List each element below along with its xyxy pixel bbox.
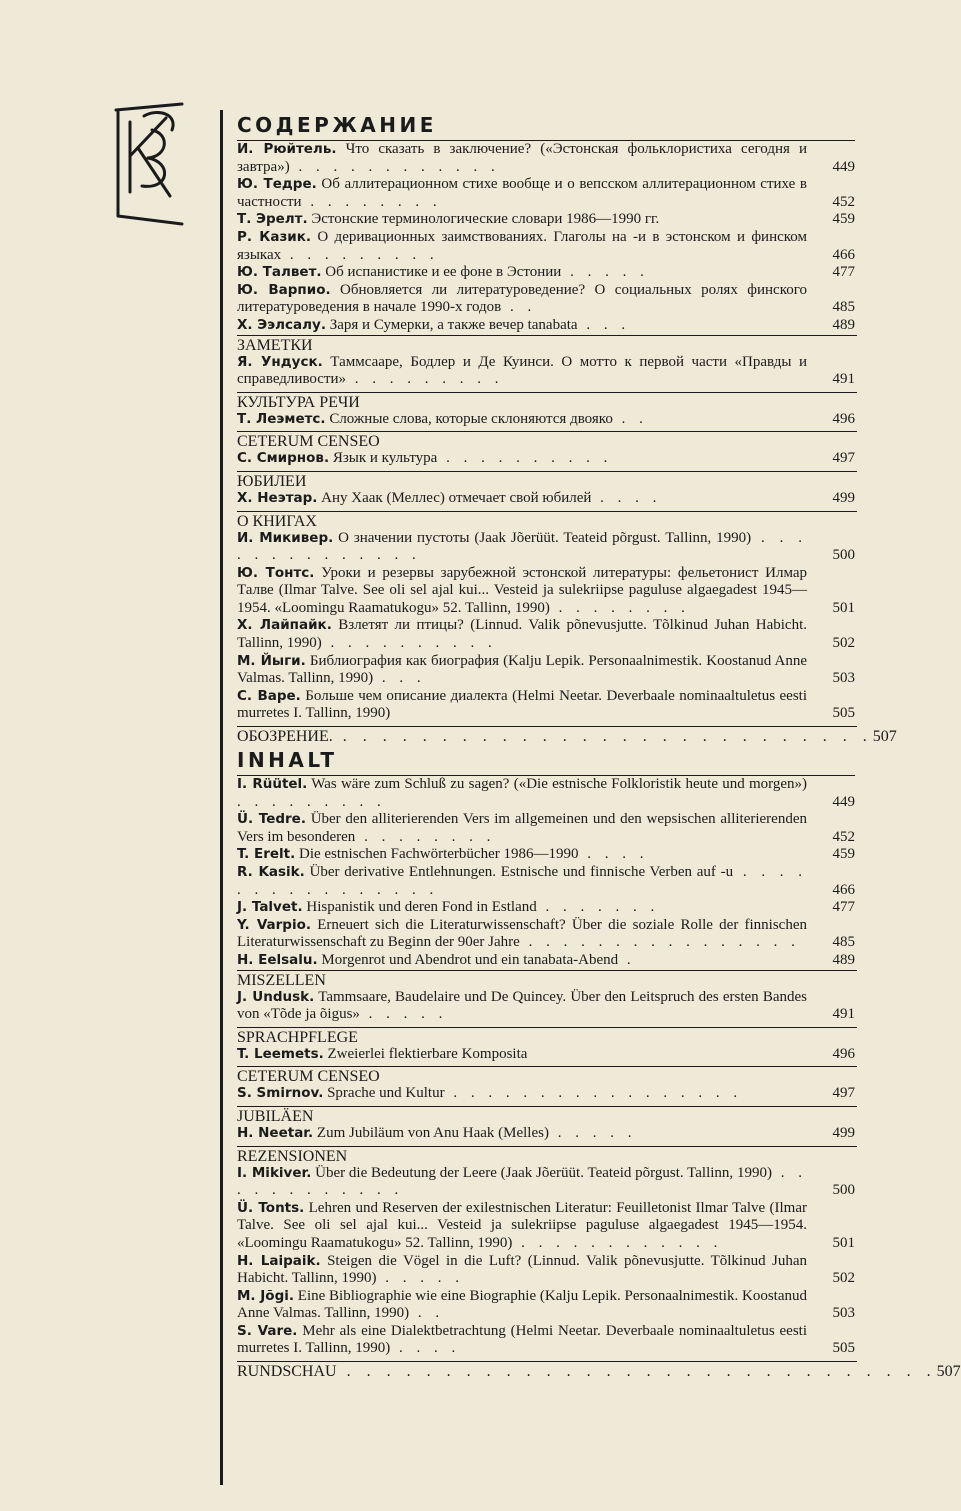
toc-ru-main [237,141,857,335]
toc-entry: Ü. Tonts. Lehren und Reserven der exilestnischen Literatur: Feuilletonist Ilmar Talve (Ilmar Talve. See oli sel ajal kui... Vesteid ja sulekriipse paguluse algaegadest 1945—1954. «Loomingu Raamatukogu» 52. Tallinn, 1990) . . . . . . . . . . . . 501 [237,1199,855,1251]
toc-entry: М. Йыги. Библиография как биография (Kalju Lepik. Personaalnimestik. Koostanud Anne Valmas. Tallinn, 1990) . . . 503 [237,652,855,687]
entry-title: Steigen die Vögel in die Luft? (Linnud. Valik põnevusjutte. Tõlkinud Juhan Habicht. Tallinn, 1990) [237,1252,807,1287]
entry-title: Об аллитерационном стихе вообще и о вепсском аллитерационном стихе в частности [237,176,808,210]
entry-page: 503 [832,670,855,687]
toc-entry: Х. Ээлсалу. Заря и Сумерки, а также вечер tanabata . . . 489 [237,316,855,333]
toc-entry: R. Kasik. Über derivative Entlehnungen. Estnische und finnische Verben auf -u . . . . . . . . . . . . . . . . 466 [237,864,855,898]
entry-title: Уроки и резервы зарубежной эстонской литературы: фельетонист Илмар Талве (Ilmar Talve. See oli sel ajal kui... Vesteid ja sulekriipse paguluse algaegadest 1945—1954. «Loomingu Raamatukogu» 52. Tallinn, 1990) [237,564,807,616]
entry-title: Взлетят ли птицы? (Linnud. Valik põnevusjutte. Tõlkinud Juhan Habicht. Tallinn, 1990) [237,617,808,652]
entry-page: 459 [832,211,855,228]
entry-page: 497 [832,1085,855,1102]
entry-author: Р. Казик. [237,228,312,245]
entry-page: 499 [832,1124,855,1141]
review-heading: ОБОЗРЕНИЕ. . . . . . . . . . . . . . . . . . . . . . . . . . . . 507 [237,728,897,746]
section-heading: ЮБИЛЕИ [237,471,857,490]
entry-author: Ü. Tedre. [237,811,306,828]
toc-entry: Т. Леэметс. Сложные слова, которые склоняются двояко . . 496 [237,410,855,427]
entry-title: Библиография как биография (Kalju Lepik. Personaalnimestik. Koostanud Anne Valmas. Tallinn, 1990) [237,652,808,687]
review-label: ОБОЗРЕНИЕ. [237,728,333,746]
toc-entry [237,1046,857,1064]
entry-page: 459 [832,846,855,863]
section-heading: ЗАМЕТКИ [237,335,857,354]
entry-title: Über den alliterierenden Vers im allgemeinen und den wepsischen alliterierenden Vers im besonderen [237,811,807,845]
entry-page: 466 [832,881,855,898]
section-heading: SPRACHPFLEGE [237,1027,857,1046]
entry-author: Ю. Талвет. [237,264,322,281]
section-heading: CETERUM CENSEO [237,431,857,450]
entry-title: Über die Bedeutung der Leere (Jaak Jõerüüt. Teateid põrgust. Tallinn, 1990) [315,1164,772,1181]
review-page: 507 [872,728,897,746]
review-page: 507 [936,1363,961,1381]
entry-page: 466 [832,246,855,263]
section-heading: JUBILÄEN [237,1106,857,1125]
toc-entry [237,211,857,229]
entry-page: 491 [832,371,855,388]
table-of-contents [237,110,961,1381]
entry-page: 449 [832,793,855,810]
entry-title: Обновляется ли литературоведение? О социальных ролях финского литературоведения в начале 1990-х годов [237,281,807,316]
section-heading: О КНИГАХ [237,511,857,530]
entry-title: Die estnischen Fachwörterbücher 1986—1990 [298,846,579,863]
toc-entry: I. Mikiver. Über die Bedeutung der Leere (Jaak Jõerüüt. Teateid põrgust. Tallinn, 1990) . . . . . . . . . . . . 500 [237,1164,855,1199]
entry-author: I. Mikiver. [237,1164,312,1181]
toc-entry: Х. Лайпайк. Взлетят ли птицы? (Linnud. Valik põnevusjutte. Tõlkinud Juhan Habicht. Tallinn, 1990) . . . . . . . . . . 502 [237,617,855,652]
entry-title: Morgenrot und Abendrot und ein tanabata-Abend [321,951,619,968]
entry-author: T. Leemets. [237,1045,324,1062]
toc-entry: Ю. Талвет. Об испанистике и ее фоне в Эстонии . . . . . 477 [237,264,855,281]
toc-entry: Р. Казик. О деривационных заимствованиях. Глаголы на -и в эстонском и финском языках . . . . . . . . . 466 [237,228,855,263]
entry-page: 500 [832,547,855,564]
entry-title: Заря и Сумерки, а также вечер tanabata [329,316,578,333]
entry-title: Mehr als eine Dialektbetrachtung (Helmi Neetar. Deverbaale nominaaltuletus eesti murretes I. Tallinn, 1990) [237,1322,807,1357]
entry-title: Об испанистике и ее фоне в Эстонии [325,264,562,281]
entry-author: Х. Ээлсалу. [237,316,326,333]
entry-page: 477 [832,899,855,916]
toc-title-ru: СОДЕРЖАНИЕ [237,113,437,137]
entry-title: О значении пустоты (Jaak Jõerüüt. Teateid põrgust. Tallinn, 1990) [338,529,752,546]
entry-author: С. Смирнов. [237,450,330,467]
entry-page: 505 [832,1340,855,1357]
entry-page: 449 [832,158,855,175]
entry-title: Больше чем описание диалекта (Helmi Neetar. Deverbaale nominaaltuletus eesti murretes I. Tallinn, 1990) [237,687,808,722]
toc-entry: Ü. Tedre. Über den alliterierenden Vers im allgemeinen und den wepsischen alliterierenden Vers im besonderen . . . . . . . . 452 [237,811,855,845]
entry-author: T. Erelt. [237,846,296,863]
entry-page: 496 [832,410,855,427]
toc-entry: Я. Ундуск. Таммсааре, Бодлер и Де Куинси. О мотто к первой части «Правды и справедливости» . . . . . . . . . 491 [237,353,855,388]
toc-entry: Х. Неэтар. Ану Хаак (Меллес) отмечает свой юбилей . . . . 499 [237,489,855,506]
toc-entry: И. Рюйтель. Что сказать в заключение? («Эстонская фольклористиха сегодня и завтра») . . . . . . . . . . . . 449 [237,141,855,175]
section-heading: КУЛЬТУРА РЕЧИ [237,392,857,411]
entry-author: Т. Леэметс. [237,410,326,427]
entry-author: Т. Эрелт. [237,211,308,228]
toc-de-main [237,776,857,970]
entry-author: Ю. Тонтс. [237,564,315,581]
entry-author: Ю. Варпио. [237,281,331,298]
entry-page: 501 [832,599,855,616]
entry-author: H. Eelsalu. [237,951,318,968]
entry-author: J. Talvet. [237,899,303,916]
entry-title: Zum Jubiläum von Anu Haak (Melles) [316,1124,549,1141]
entry-page: 491 [832,1006,855,1023]
entry-page: 477 [832,264,855,281]
entry-title: Tammsaare, Baudelaire und De Quincey. Über den Leitspruch des ersten Bandes von «Tõde ja õigus» [237,988,808,1023]
toc-entry: Ю. Тедре. Об аллитерационном стихе вообще и о вепсском аллитерационном стихе в частности . . . . . . . . 452 [237,176,855,210]
entry-page: 502 [832,1270,855,1287]
entry-title: Сложные слова, которые склоняются двояко [329,410,613,427]
review-label: RUNDSCHAU [237,1363,337,1381]
entry-title: Was wäre zum Schluß zu sagen? («Die estnische Folkloristik heute und morgen») [311,776,807,793]
entry-title: Über derivative Entlehnungen. Estnische und finnische Verben auf -u [309,864,734,880]
entry-page: 485 [832,934,855,951]
entry-page: 485 [832,299,855,316]
entry-page: 489 [832,316,855,333]
entry-author: Ю. Тедре. [237,176,317,193]
toc-entry: J. Talvet. Hispanistik und deren Fond in Estland . . . . . . . 477 [237,899,855,916]
toc-title-de: INHALT [237,748,338,773]
entry-author: Х. Неэтар. [237,489,318,506]
toc-entry: I. Rüütel. Was wäre zum Schluß zu sagen? («Die estnische Folkloristik heute und morgen») . . . . . . . . . 449 [237,776,855,810]
entry-page: 497 [832,450,855,467]
entry-author: M. Jõgi. [237,1287,294,1304]
entry-title: Что сказать в заключение? («Эстонская фольклористиха сегодня и завтра») [237,141,808,175]
entry-title: Эстонские терминологические словари 1986—1990 гг. [311,211,660,228]
entry-title: Erneuert sich die Literaturwissenschaft? Über die soziale Rolle der finnischen Literaturwissenschaft zu Beginn der 90er Jahre [237,916,807,951]
toc-entry: И. Микивер. О значении пустоты (Jaak Jõerüüt. Teateid põrgust. Tallinn, 1990) . . . . . . . . . . . . . . 500 [237,529,855,564]
vertical-rule [220,110,223,1485]
entry-author: Х. Лайпайк. [237,617,332,634]
entry-author: С. Варе. [237,687,301,704]
entry-title: Таммсааре, Бодлер и Де Куинси. О мотто к первой части «Правды и справедливости» [237,353,807,388]
entry-title: Zweierlei flektierbare Komposita [327,1045,528,1062]
toc-entry: Ю. Варпио. Обновляется ли литературоведение? О социальных ролях финского литературоведения в начале 1990-х годов . . 485 [237,281,855,316]
toc-entry: H. Eelsalu. Morgenrot und Abendrot und ein tanabata-Abend . 489 [237,951,855,968]
toc-entry: T. Erelt. Die estnischen Fachwörterbücher 1986—1990 . . . . 459 [237,846,855,863]
journal-monogram-logo [108,100,190,228]
section-heading: CETERUM CENSEO [237,1066,857,1085]
entry-page: 452 [832,828,855,845]
toc-entry: H. Laipaik. Steigen die Vögel in die Luft? (Linnud. Valik põnevusjutte. Tõlkinud Juhan Habicht. Tallinn, 1990) . . . . . 502 [237,1252,855,1287]
entry-author: И. Рюйтель. [237,141,337,157]
entry-page: 496 [832,1045,855,1062]
entry-title: Lehren und Reserven der exilestnischen Literatur: Feuilletonist Ilmar Talve (Ilmar Talve. See oli sel ajal kui... Vesteid ja sulekriipse paguluse algaegadest 1945—1954. «Loomingu Raamatukogu» 52. Tallinn, 1990) [237,1199,807,1251]
entry-author: S. Vare. [237,1322,298,1339]
toc-entry: С. Смирнов. Язык и культура . . . . . . . . . . 497 [237,450,855,467]
entry-page: 502 [832,635,855,652]
entry-page: 489 [832,951,855,968]
entry-author: R. Kasik. [237,864,305,880]
toc-entry: Ю. Тонтс. Уроки и резервы зарубежной эстонской литературы: фельетонист Илмар Талве (Ilmar Talve. See oli sel ajal kui... Vesteid ja sulekriipse paguluse algaegadest 1945—1954. «Loomingu Raamatukogu» 52. Tallinn, 1990) . . . . . . . . 501 [237,564,855,616]
entry-author: Я. Ундуск. [237,353,323,370]
section-heading: REZENSIONEN [237,1146,857,1165]
entry-page: 500 [832,1182,855,1199]
entry-author: J. Undusk. [237,988,315,1005]
entry-author: Ü. Tonts. [237,1199,305,1216]
toc-entry: S. Vare. Mehr als eine Dialektbetrachtung (Helmi Neetar. Deverbaale nominaaltuletus eesti murretes I. Tallinn, 1990) . . . . 505 [237,1322,855,1357]
toc-entry: J. Undusk. Tammsaare, Baudelaire und De Quincey. Über den Leitspruch des ersten Bandes von «Tõde ja õigus» . . . . . 491 [237,988,855,1023]
entry-page: 505 [832,705,855,722]
review-heading: RUNDSCHAU . . . . . . . . . . . . . . . . . . . . . . . . . . . . . . 507 [237,1363,961,1381]
entry-page: 499 [832,489,855,506]
entry-author: I. Rüütel. [237,776,308,793]
entry-page: 501 [832,1234,855,1251]
entry-title: Hispanistik und deren Fond in Estland [306,899,537,916]
toc-entry: H. Neetar. Zum Jubiläum von Anu Haak (Melles) . . . . . 499 [237,1124,855,1141]
toc-entry: S. Smirnov. Sprache und Kultur . . . . . . . . . . . . . . . . . 497 [237,1085,855,1102]
entry-page: 452 [832,193,855,210]
entry-title: Eine Bibliographie wie eine Biographie (Kalju Lepik. Personaalnimestik. Koostanud Anne Valmas. Tallinn, 1990) [237,1287,807,1322]
entry-title: Ану Хаак (Меллес) отмечает свой юбилей [321,489,592,506]
toc-entry: M. Jõgi. Eine Bibliographie wie eine Biographie (Kalju Lepik. Personaalnimestik. Koostanud Anne Valmas. Tallinn, 1990) . . 503 [237,1287,855,1322]
toc-entry [237,688,857,723]
toc-entry: Y. Varpio. Erneuert sich die Literaturwissenschaft? Über die soziale Rolle der finnischen Literaturwissenschaft zu Beginn der 90er Jahre . . . . . . . . . . . . . . . . 485 [237,916,855,951]
entry-author: И. Микивер. [237,529,334,546]
entry-title: О деривационных заимствованиях. Глаголы на -и в эстонском и финском языках [237,228,807,263]
entry-title: Sprache und Kultur [327,1085,445,1102]
entry-title: Язык и культура [332,450,438,467]
entry-author: Y. Varpio. [237,916,311,933]
entry-page: 503 [832,1305,855,1322]
entry-author: S. Smirnov. [237,1085,324,1102]
entry-author: М. Йыги. [237,652,306,669]
section-heading: MISZELLEN [237,970,857,989]
entry-author: H. Laipaik. [237,1252,321,1269]
entry-author: H. Neetar. [237,1124,314,1141]
